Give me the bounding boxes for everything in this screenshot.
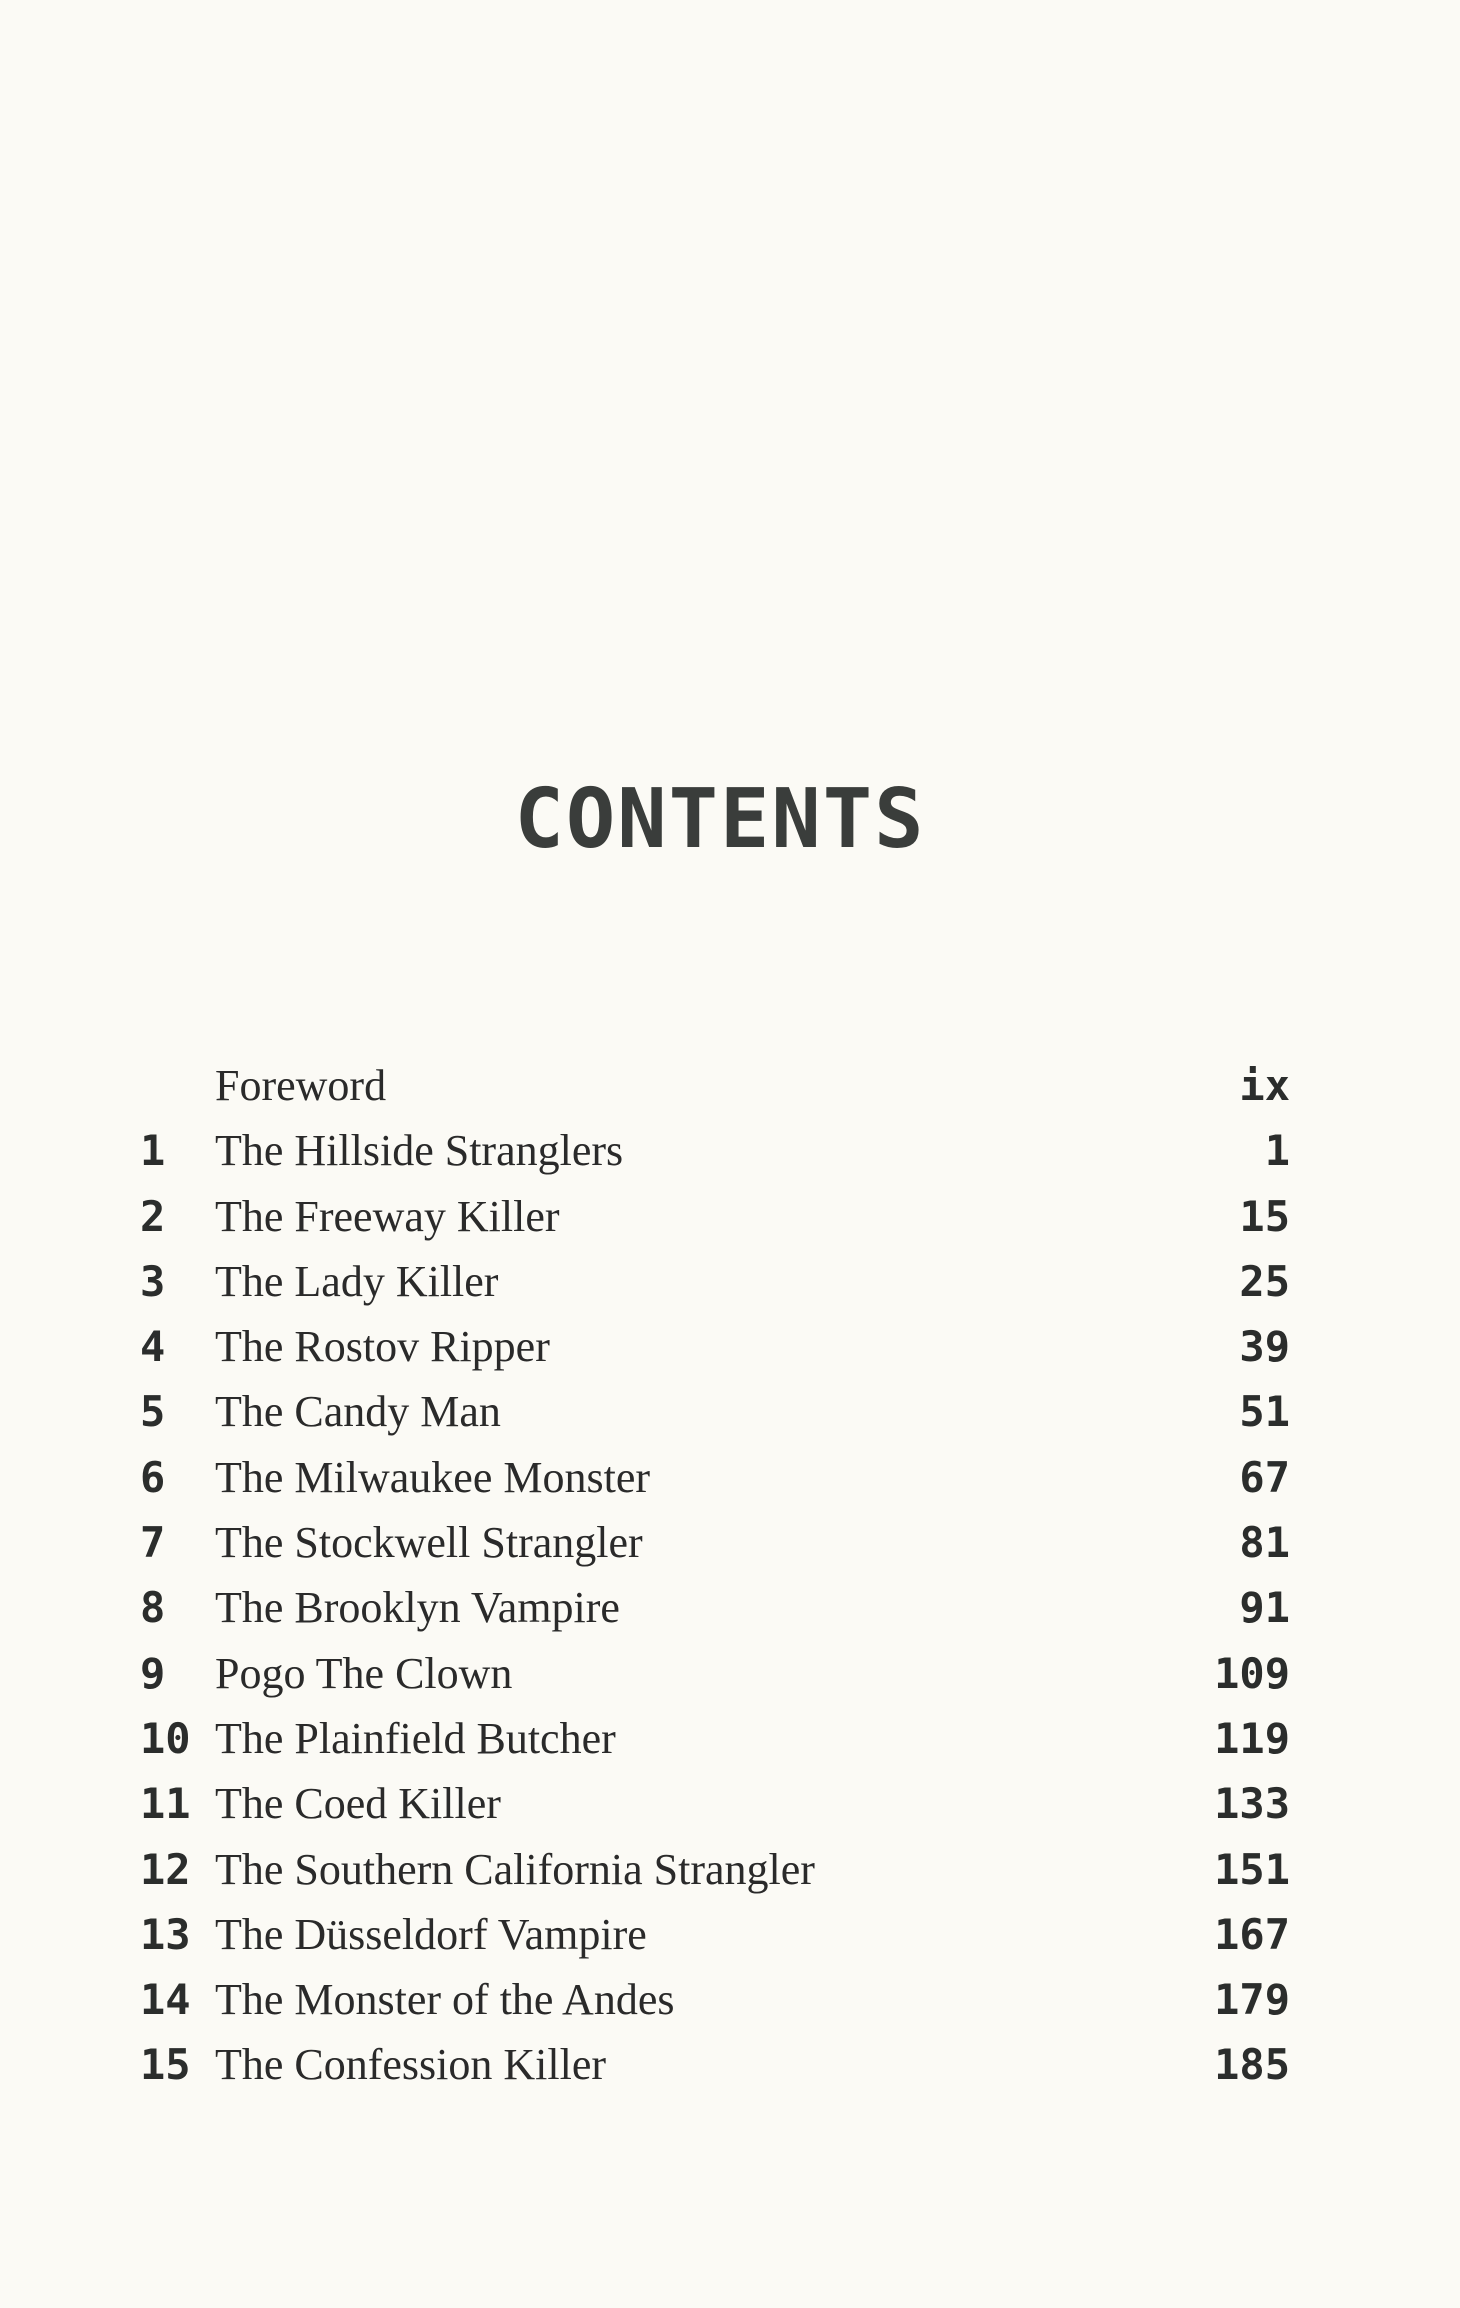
page-number: 133 <box>1214 1779 1290 1829</box>
toc-entry <box>140 1118 1290 1183</box>
chapter-number: 12 <box>140 1844 191 1894</box>
chapter-number: 6 <box>140 1452 166 1502</box>
toc-entry <box>140 1641 1290 1706</box>
toc-entry <box>140 1184 1290 1249</box>
chapter-number: 10 <box>140 1713 191 1763</box>
chapter-title: The Monster of the Andes <box>215 1975 675 2025</box>
chapter-number: 1 <box>140 1126 166 1176</box>
chapter-title: The Southern California Strangler <box>215 1844 815 1894</box>
page-number: 167 <box>1214 1909 1290 1959</box>
chapter-number: 3 <box>140 1256 166 1306</box>
page-number: 25 <box>1239 1256 1290 1306</box>
page-number: 81 <box>1239 1518 1290 1568</box>
chapter-number: 15 <box>140 2040 191 2090</box>
page-number: 179 <box>1214 1975 1290 2025</box>
toc-entry <box>140 1771 1290 1836</box>
page-number: 119 <box>1214 1713 1290 1763</box>
chapter-number: 8 <box>140 1583 166 1633</box>
page-number: 109 <box>1214 1648 1290 1698</box>
chapter-title: The Lady Killer <box>215 1256 499 1306</box>
page-number: 91 <box>1239 1583 1290 1633</box>
chapter-number: 14 <box>140 1975 191 2025</box>
chapter-title: The Stockwell Strangler <box>215 1518 643 1568</box>
chapter-title: The Rostov Ripper <box>215 1322 550 1372</box>
chapter-title: The Milwaukee Monster <box>215 1452 650 1502</box>
page-number: ix <box>1239 1061 1290 1110</box>
page-number: 67 <box>1239 1452 1290 1502</box>
toc-entry <box>140 2032 1290 2097</box>
page-number: 1 <box>1264 1126 1290 1176</box>
chapter-number: 4 <box>140 1322 166 1372</box>
toc-entry <box>140 1249 1290 1314</box>
chapter-title: The Freeway Killer <box>215 1191 560 1241</box>
toc-entry <box>140 1314 1290 1379</box>
toc-entry <box>140 1837 1290 1902</box>
page-number: 15 <box>1239 1191 1290 1241</box>
contents-heading: CONTENTS <box>514 772 926 867</box>
toc-entry <box>140 1967 1290 2032</box>
toc-entry <box>140 1379 1290 1444</box>
chapter-number: 5 <box>140 1387 166 1437</box>
chapter-number: 7 <box>140 1518 166 1568</box>
page-number: 185 <box>1214 2040 1290 2090</box>
page-number: 39 <box>1239 1322 1290 1372</box>
chapter-title: The Plainfield Butcher <box>215 1713 616 1763</box>
chapter-title: The Hillside Stranglers <box>215 1126 624 1176</box>
chapter-number: 11 <box>140 1779 191 1829</box>
page-number: 151 <box>1214 1844 1290 1894</box>
toc-entry <box>140 1902 1290 1967</box>
chapter-title: The Candy Man <box>215 1387 501 1437</box>
toc-entry <box>140 1445 1290 1510</box>
chapter-number: 2 <box>140 1191 166 1241</box>
chapter-title: The Coed Killer <box>215 1779 501 1829</box>
toc-entry <box>140 1510 1290 1575</box>
chapter-number: 9 <box>140 1648 166 1698</box>
toc-entry <box>140 1706 1290 1771</box>
table-of-contents <box>140 1053 1290 2098</box>
chapter-title: Foreword <box>215 1061 387 1110</box>
page-number: 51 <box>1239 1387 1290 1437</box>
chapter-number: 13 <box>140 1909 191 1959</box>
toc-entry <box>140 1575 1290 1640</box>
chapter-title: The Confession Killer <box>215 2040 607 2090</box>
toc-entry <box>140 1053 1290 1118</box>
chapter-title: Pogo The Clown <box>215 1648 513 1698</box>
chapter-title: The Düsseldorf Vampire <box>215 1909 647 1959</box>
chapter-title: The Brooklyn Vampire <box>215 1583 620 1633</box>
